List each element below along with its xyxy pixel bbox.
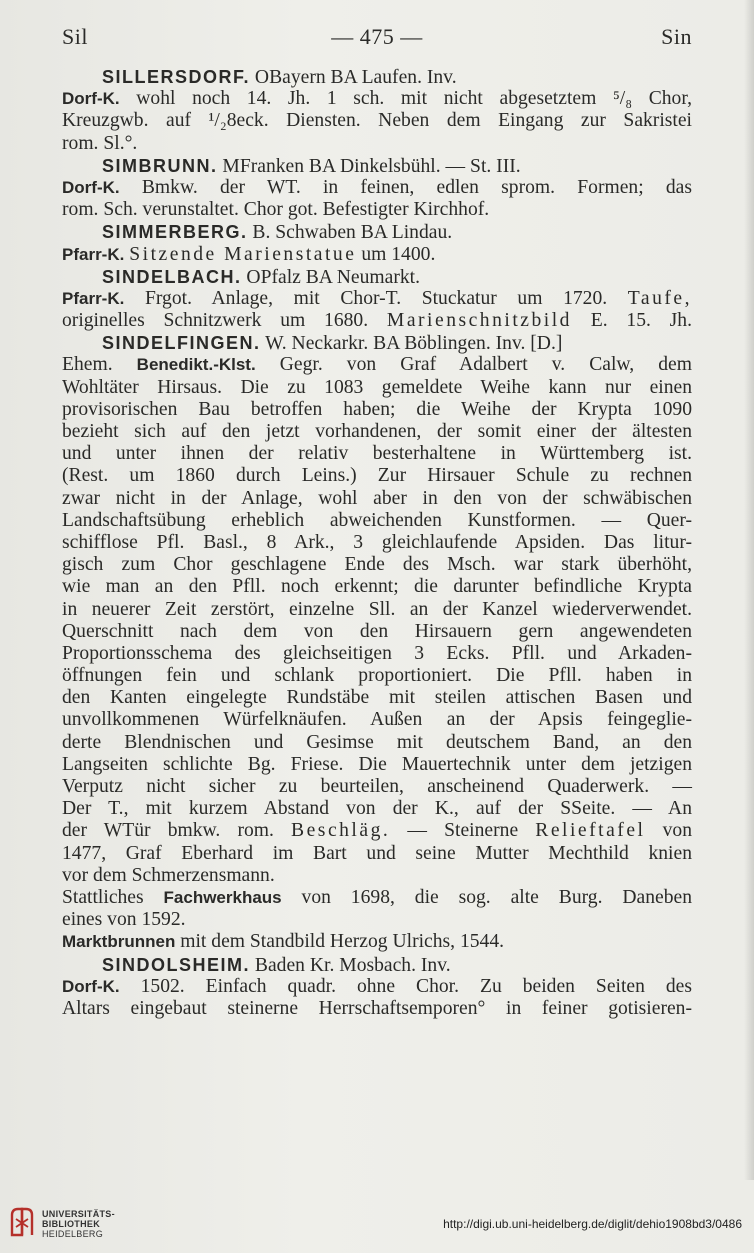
text-run: Bmkw. der WT. in feinen, edlen sprom. Formen; das (141, 176, 692, 198)
text-line (62, 310, 692, 332)
text-run: OBayern BA Laufen. Inv. (254, 67, 457, 88)
page-number: — 475 — (331, 24, 423, 49)
spaced-term: Relieftafel (535, 820, 646, 842)
text-line: Langseiten schlichte Bg. Friese. Die Mauertechnik unter dem jetzigen (62, 753, 692, 775)
text-line (62, 177, 692, 199)
text-line: eines von 1592. (62, 909, 186, 931)
text-run: Stattliches (62, 886, 144, 908)
text-line (62, 88, 692, 110)
running-header (62, 24, 692, 54)
spaced-term: Beschläg. (291, 820, 391, 842)
text-line: provisorischen Bau betroffen haben; die Weihe der Krypta 1090 (62, 398, 692, 420)
text-run: der WTür bmkw. rom. (62, 820, 274, 842)
library-name-line: BIBLIOTHEK (42, 1219, 100, 1229)
text-run: MFranken BA Dinkelsbühl. — St. III. (222, 155, 521, 177)
library-name-line: UNIVERSITÄTS- (42, 1209, 115, 1219)
text-run: W. Neckarkr. BA Böblingen. Inv. [D.] (265, 333, 563, 355)
bold-term: Pfarr-K. (62, 244, 125, 264)
bold-term: Pfarr-K. (62, 288, 125, 308)
text-run: um 1400. (361, 243, 436, 265)
text-line: vor dem Schmerzensmann. (62, 864, 275, 886)
bold-term: Dorf-K. (62, 89, 120, 109)
text-run: OPfalz BA Neumarkt. (246, 266, 421, 288)
text-run: Frgot. Anlage, mit Chor-T. Stuckatur um 1720. (144, 287, 608, 309)
text-run: B. Schwaben BA Lindau. (252, 222, 453, 244)
text-line: unvollkommenen Würfelknäufen. Außen an der Apsis feingeglie- (62, 709, 692, 731)
place-name: SILLERSDORF. (102, 67, 251, 87)
entry-heading-line (62, 221, 692, 243)
text-run: Ehem. (62, 354, 113, 376)
permalink-url[interactable]: http://digi.ub.uni-heidelberg.de/diglit/dehio1908bd3/0486 (443, 1217, 742, 1231)
text-run: E. 15. Jh. (590, 310, 692, 332)
text-line: Altars eingebaut steinerne Herrschaftsemporen° in feiner gotisieren- (62, 997, 692, 1019)
body-text (62, 66, 692, 1020)
entry-heading-line (62, 954, 692, 976)
spaced-term: Taufe, (627, 287, 692, 309)
spaced-term: Sitzende Marienstatue (129, 243, 357, 265)
text-run: mit dem Standbild Herzog Ulrichs, 1544. (180, 931, 505, 953)
library-name-line: HEIDELBERG (42, 1229, 104, 1239)
text-line: Proportionsschema des gleichseitigen 3 Ecks. Pfll. und Arkaden- (62, 642, 692, 664)
text-line: schifflose Pfl. Basl., 8 Ark., 3 gleichlaufende Apsiden. Das litur- (62, 531, 692, 553)
text-run: originelles Schnitzwerk um 1680. (62, 310, 369, 332)
page-edge-shadow (744, 0, 754, 1180)
text-line: 1477, Graf Eberhard im Bart und seine Mutter Mechthild knien (62, 842, 692, 864)
entry-heading-line (62, 266, 692, 288)
text-line: (Rest. um 1860 durch Leins.) Zur Hirsauer Schule zu rechnen (62, 465, 692, 487)
text-run: von (662, 820, 692, 842)
text-line: gisch zum Chor geschlagene Ende des Msch. war stark überhöht, (62, 554, 692, 576)
text-line: Wohltäter Hirsaus. Die zu 1083 gemeldete Weihe kann nur einen (62, 376, 692, 398)
text-line: Querschnitt nach dem von den Hirsauern gern angewendeten (62, 620, 692, 642)
text-line: in neuerer Zeit zerstört, einzelne Sll. an der Kanzel wiederverwendet. (62, 598, 692, 620)
text-line (62, 354, 692, 376)
text-line: öffnungen fein und schlank proportioniert. Die Pfll. haben in (62, 665, 692, 687)
text-line: Landschaftsübung erheblich abweichenden Kunstformen. — Quer- (62, 509, 692, 531)
text-line: derte Blendnischen und Gesimse mit deutschem Band, an den (62, 731, 692, 753)
entry-heading-line (62, 155, 692, 177)
place-name: SINDOLSHEIM. (102, 954, 251, 975)
text-line (62, 820, 692, 842)
library-name (42, 1209, 115, 1239)
text-line (62, 931, 692, 953)
text-line: rom. Sch. verunstaltet. Chor got. Befestigter Kirchhof. (62, 199, 490, 221)
text-line (62, 288, 692, 310)
text-line: wie man an den Pfll. noch erkennt; die darunter befindliche Krypta (62, 576, 692, 598)
text-line: Kreuzgwb. auf ¹/₂8eck. Diensten. Neben dem Eingang zur Sakristei (62, 110, 692, 132)
text-run: wohl noch 14. Jh. 1 sch. mit nicht abgesetztem ⁵/₈ Chor, (136, 88, 692, 110)
text-line (62, 976, 692, 998)
text-run: — Steinerne (407, 820, 519, 842)
text-line (62, 244, 692, 266)
place-name: SINDELFINGEN. (102, 333, 261, 354)
text-run: Baden Kr. Mosbach. Inv. (254, 954, 451, 976)
text-line: Verputz nicht sicher zu beurteilen, anscheinend Quaderwerk. — (62, 776, 692, 797)
text-line (62, 887, 692, 909)
text-run: Gegr. von Graf Adalbert v. Calw, dem (279, 354, 692, 376)
text-line: bezieht sich auf den jetzt vorhandenen, der somit einer der ältesten (62, 421, 692, 442)
text-line: zwar nicht in der Anlage, wohl aber in den von der schwäbischen (62, 487, 692, 509)
text-line: rom. Sl.°. (62, 132, 138, 154)
text-run: von 1698, die sog. alte Burg. Daneben (301, 886, 692, 908)
entry-heading-line (62, 332, 692, 354)
place-name: SIMBRUNN. (102, 155, 218, 176)
bold-term: Marktbrunnen (62, 932, 176, 952)
bold-term: Dorf-K. (62, 177, 120, 197)
text-line: den Kanten eingelegte Rundstäbe mit steilen attischen Basen und (62, 687, 692, 709)
place-name: SIMMERBERG. (102, 222, 248, 243)
spaced-term: Marienschnitzbild (386, 310, 572, 332)
header-left: Sil (62, 24, 88, 49)
entry-heading-line (62, 66, 692, 88)
bold-term: Benedikt.-Klst. (136, 355, 256, 375)
bold-term: Dorf-K. (62, 976, 120, 996)
bold-term: Fachwerkhaus (163, 887, 282, 907)
university-library-logo-icon (8, 1205, 36, 1239)
text-line: und unter ihnen der relativ besterhaltene in Württemberg ist. (62, 443, 692, 465)
text-run: 1502. Einfach quadr. ohne Chor. Zu beiden Seiten des (140, 975, 692, 997)
footer (0, 1195, 754, 1253)
place-name: SINDELBACH. (102, 266, 242, 287)
text-line: Der T., mit kurzem Abstand von der K., auf der SSeite. — An (62, 798, 692, 820)
header-right: Sin (661, 24, 692, 49)
